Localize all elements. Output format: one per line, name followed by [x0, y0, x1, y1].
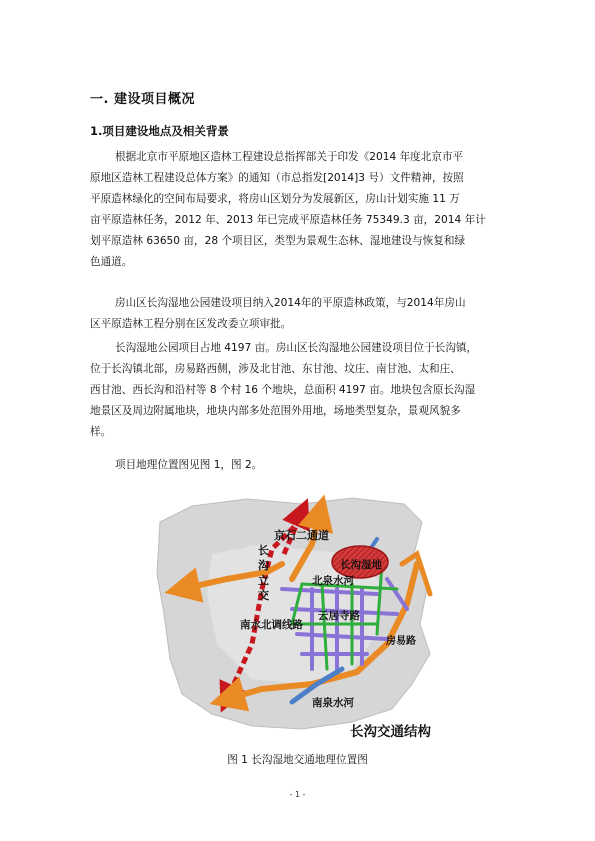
label-fangyi: 房易路 — [386, 636, 416, 647]
figure-caption: 图 1 长沟湿地交通地理位置图 — [227, 754, 368, 766]
label-lijiao-1: 长 — [258, 544, 269, 557]
label-jingshi: 京石二通道 — [274, 529, 329, 542]
text-line: 位于长沟镇北部，房易路西侧，涉及北甘池、东甘池、坟庄、南甘池、太和庄、 — [90, 363, 461, 375]
text-line: 划平原造林 63650 亩，28 个项目区，类型为景观生态林、湿地建设与恢复和绿 — [90, 235, 466, 247]
paragraph-3 — [90, 338, 505, 443]
text-line: 地景区及周边附属地块，地块内部多处范围外用地，场地类型复杂，景观风貌多 — [90, 405, 461, 417]
map-title: 长沟交通结构 — [350, 724, 431, 739]
paragraph-4 — [90, 455, 505, 476]
text-line: 亩平原造林任务，2012 年、2013 年已完成平原造林任务 75349.3 亩，2014 年计 — [90, 214, 486, 226]
text-line: 原地区造林工程建设总体方案》的通知（市总指发[2014]3 号）文件精神，按照 — [90, 172, 464, 184]
label-lijiao-4: 交 — [258, 589, 269, 602]
label-lijiao-3: 立 — [258, 574, 269, 587]
paragraph-2 — [90, 293, 505, 335]
text-line: 色通道。 — [90, 256, 133, 268]
paragraph-1 — [90, 147, 505, 273]
label-lijiao-2: 沟 — [258, 559, 269, 572]
label-yunju: 云居寺路 — [318, 610, 360, 622]
text-line: 样。 — [90, 426, 112, 438]
label-changgou-shidi: 长沟湿地 — [340, 559, 382, 571]
label-nanquan: 南泉水河 — [312, 697, 354, 709]
text-line: 房山区长沟湿地公园建设项目纳入2014年的平原造林政策，与2014年房山 — [115, 297, 466, 309]
label-beiquan: 北泉水河 — [312, 575, 354, 587]
text-line: 西甘池、西长沟和沿村等 8 个村 16 个地块，总面积 4197 亩。地块包含原长沟湿 — [90, 384, 476, 396]
section-title: 一. 建设项目概况 — [90, 92, 195, 107]
text-line: 根据北京市平原地区造林工程建设总指挥部关于印发《2014 年度北京市平 — [115, 151, 464, 163]
text-line: 区平原造林工程分别在区发改委立项审批。 — [90, 318, 292, 330]
location-map — [152, 494, 435, 739]
text-line: 平原造林绿化的空间布局要求，将房山区划分为发展新区，房山计划实施 11 万 — [90, 193, 460, 205]
label-nanshui: 南水北调线路 — [240, 619, 303, 631]
subsection-title: 1.项目建设地点及相关背景 — [90, 124, 229, 138]
map-svg — [152, 494, 435, 739]
text-line: 长沟湿地公园项目占地 4197 亩。房山区长沟湿地公园建设项目位于长沟镇， — [115, 342, 478, 354]
page-number: - 1 - — [289, 790, 306, 799]
text-line: 项目地理位置图见图 1，图 2。 — [115, 459, 263, 471]
